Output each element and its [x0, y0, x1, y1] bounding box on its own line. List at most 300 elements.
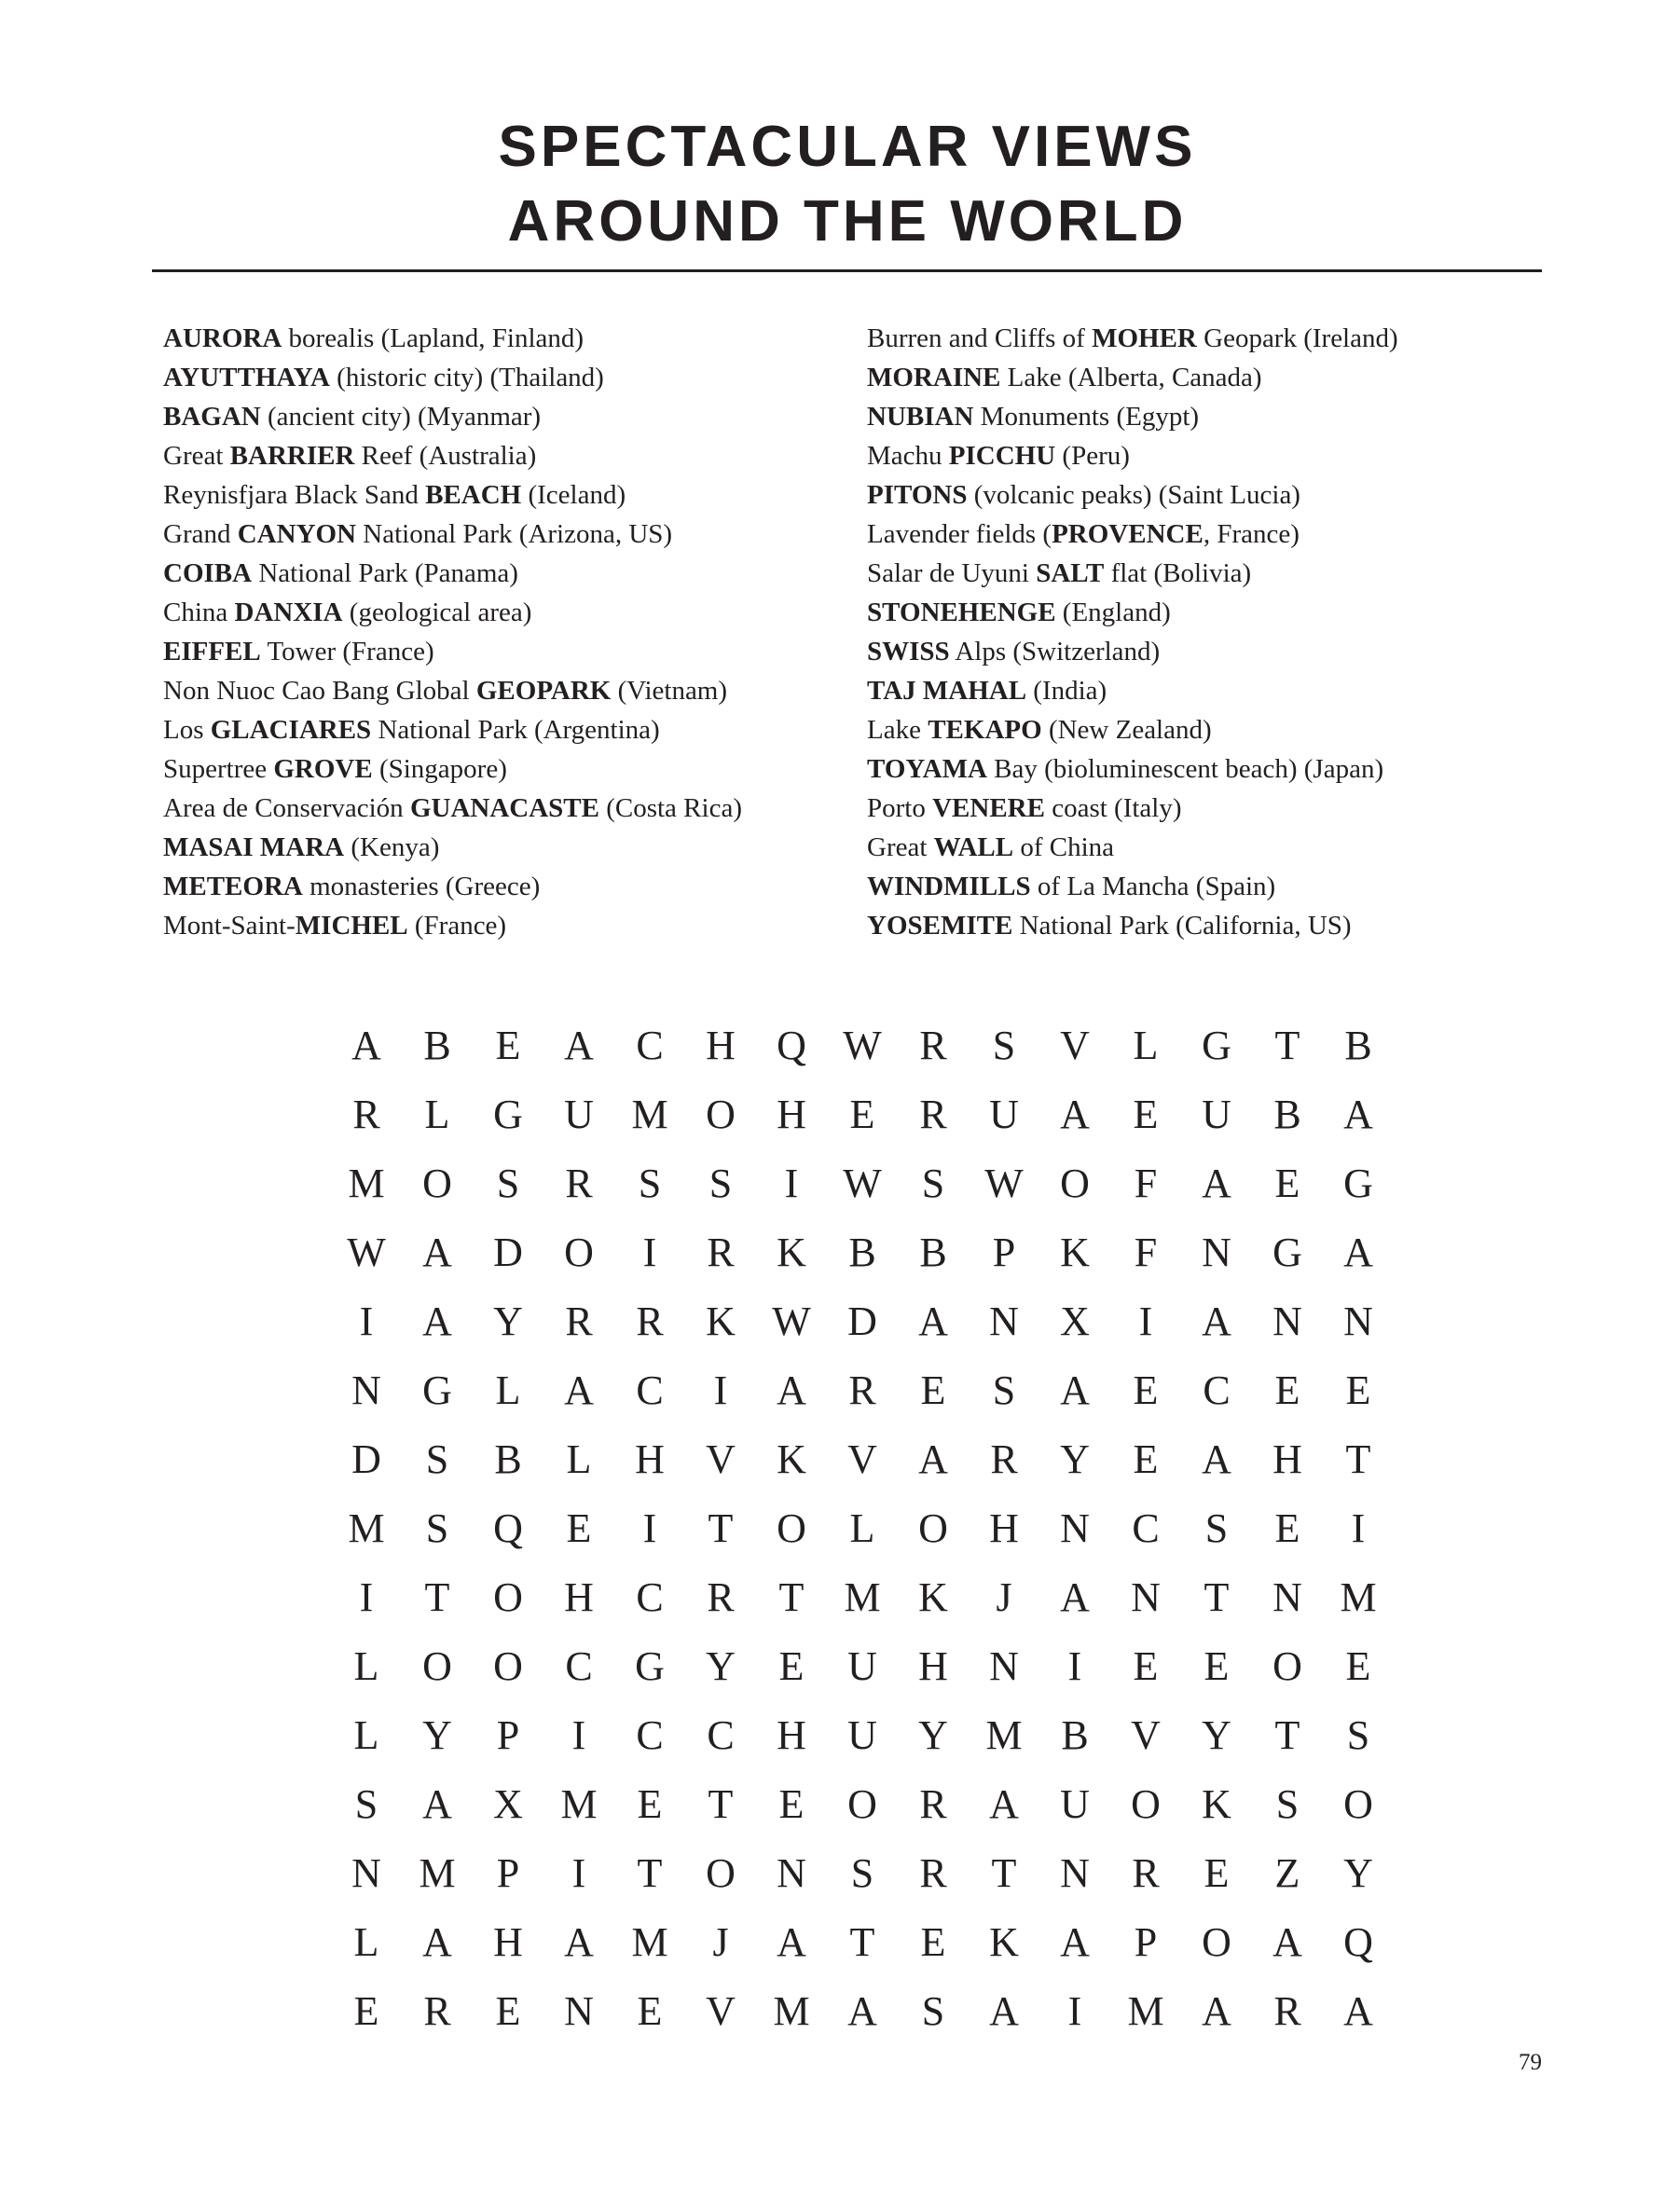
grid-letter: E: [1133, 1643, 1159, 1689]
grid-letter: R: [352, 1092, 380, 1137]
word-list-item-suffix: borealis (Lapland, Finland): [282, 323, 585, 353]
grid-letter: C: [636, 1712, 664, 1758]
grid-letter: Q: [493, 1505, 523, 1551]
grid-letter: O: [706, 1092, 736, 1137]
grid-letter: R: [423, 1988, 451, 2034]
grid-letter: H: [989, 1505, 1019, 1551]
grid-letter: R: [848, 1367, 876, 1413]
word-list-item-suffix: Alps (Switzerland): [949, 637, 1161, 666]
grid-letter: M: [844, 1574, 881, 1620]
grid-letter: Y: [422, 1712, 452, 1758]
grid-letter: T: [849, 1919, 875, 1965]
grid-letter: G: [1343, 1161, 1373, 1206]
word-list-item-suffix: (Peru): [1055, 441, 1130, 471]
grid-letter: S: [708, 1161, 733, 1206]
grid-letter: C: [707, 1712, 735, 1758]
grid-letter: O: [1272, 1643, 1302, 1689]
grid-letter: Y: [493, 1298, 523, 1344]
grid-letter: R: [919, 1781, 947, 1827]
grid-letter: O: [422, 1643, 452, 1689]
grid-letter: S: [425, 1505, 449, 1551]
grid-letter: O: [422, 1161, 452, 1206]
grid-letter: M: [348, 1161, 385, 1206]
grid-letter: L: [495, 1367, 521, 1413]
grid-letter: E: [778, 1643, 805, 1689]
grid-letter: K: [1060, 1230, 1090, 1275]
word-list-item: [867, 515, 1398, 554]
grid-letter: O: [564, 1230, 594, 1275]
word-list-item: [163, 515, 742, 554]
grid-letter: Y: [918, 1712, 948, 1758]
word-list-item-suffix: (India): [1026, 676, 1107, 706]
word-list-item-prefix: Non Nuoc Cao Bang Global: [163, 676, 476, 706]
word-list-item-search-word: WALL: [933, 832, 1014, 862]
word-list-item-search-word: WINDMILLS: [867, 872, 1031, 901]
word-list-right-column: [867, 319, 1398, 945]
grid-letter: C: [636, 1023, 664, 1068]
grid-letter: E: [1203, 1643, 1230, 1689]
word-list-item-search-word: PICCHU: [948, 441, 1056, 471]
grid-letter: U: [1060, 1781, 1090, 1827]
word-list-item-search-word: PROVENCE: [1052, 519, 1203, 549]
word-list-item-suffix: (England): [1055, 598, 1171, 627]
grid-letter: R: [707, 1230, 735, 1275]
grid-letter: X: [1060, 1298, 1090, 1344]
grid-letter: R: [919, 1023, 947, 1068]
grid-letter: V: [706, 1436, 736, 1482]
grid-letter: I: [1351, 1505, 1366, 1551]
word-list-item-prefix: Mont-Saint-: [163, 911, 296, 941]
grid-letter: E: [1274, 1367, 1300, 1413]
grid-letter: T: [991, 1850, 1017, 1896]
word-list-item-suffix: (Costa Rica): [598, 793, 742, 823]
grid-letter: G: [635, 1643, 665, 1689]
grid-letter: S: [638, 1161, 662, 1206]
grid-letter: T: [1345, 1436, 1371, 1482]
word-list-item-suffix: National Park (Arizona, US): [356, 519, 673, 549]
word-list-item: [867, 319, 1398, 358]
word-search-grid: [331, 1011, 1394, 2046]
word-list-item-prefix: Great: [867, 832, 934, 862]
grid-letter: W: [843, 1023, 882, 1068]
grid-letter: N: [989, 1643, 1019, 1689]
grid-letter: E: [353, 1988, 379, 2034]
word-list-item-search-word: MASAI MARA: [163, 832, 345, 862]
word-list-item-prefix: Supertree: [163, 754, 274, 784]
grid-letter: A: [1343, 1988, 1373, 2034]
grid-letter: Y: [1202, 1712, 1231, 1758]
grid-letter: K: [777, 1436, 806, 1482]
word-list-item-search-word: NUBIAN: [867, 402, 974, 432]
word-list-item-prefix: Lavender fields (: [867, 519, 1052, 549]
word-list-item-prefix: Area de Conservación: [163, 793, 410, 823]
grid-letter: A: [1060, 1092, 1090, 1137]
grid-letter: U: [1202, 1092, 1231, 1137]
word-list-item-suffix: (geological area): [342, 598, 532, 627]
grid-letter: N: [1272, 1574, 1302, 1620]
grid-letter: E: [920, 1367, 946, 1413]
grid-letter: M: [985, 1712, 1023, 1758]
word-list-item-search-word: EIFFEL: [163, 637, 261, 666]
grid-letter: E: [1203, 1850, 1230, 1896]
grid-letter: S: [921, 1988, 945, 2034]
word-list-item: [867, 789, 1398, 828]
grid-letter: B: [1061, 1712, 1089, 1758]
word-list-item-search-word: MOHER: [1092, 323, 1197, 353]
grid-letter: T: [708, 1505, 734, 1551]
word-list-item: [163, 749, 742, 789]
word-list-item-search-word: TAJ MAHAL: [867, 676, 1027, 706]
word-list-item-suffix: of China: [1013, 832, 1115, 862]
grid-letter: I: [1067, 1643, 1082, 1689]
grid-letter: E: [566, 1505, 592, 1551]
grid-letter: A: [1060, 1574, 1090, 1620]
word-list-item: [163, 906, 742, 945]
grid-letter: H: [564, 1574, 594, 1620]
grid-letter: W: [843, 1161, 882, 1206]
word-list-item-search-word: GEOPARK: [475, 676, 612, 706]
word-list-item: [163, 397, 742, 436]
word-list-item-prefix: China: [163, 598, 235, 627]
grid-letter: L: [353, 1712, 379, 1758]
word-list-item: [867, 671, 1398, 710]
grid-letter: K: [706, 1298, 736, 1344]
grid-letter: L: [353, 1919, 379, 1965]
word-list-item: [867, 749, 1398, 789]
grid-letter: H: [706, 1023, 736, 1068]
grid-letter: A: [1202, 1988, 1231, 2034]
grid-letter: W: [347, 1230, 386, 1275]
word-list-item: [163, 436, 742, 475]
word-list-item-prefix: Lake: [867, 715, 928, 745]
grid-letter: A: [564, 1367, 594, 1413]
grid-letter: E: [1274, 1505, 1300, 1551]
grid-letter: N: [1131, 1574, 1161, 1620]
grid-letter: E: [1345, 1367, 1371, 1413]
grid-letter: A: [1272, 1919, 1302, 1965]
page-title: [0, 110, 1678, 259]
word-list-item-suffix: National Park (Argentina): [371, 715, 660, 745]
grid-letter: N: [989, 1298, 1019, 1344]
word-list-item: [867, 632, 1398, 671]
word-list-item: [163, 358, 742, 397]
word-list-item-search-word: BEACH: [425, 480, 522, 510]
word-list-item: [163, 593, 742, 632]
grid-letter: Y: [1343, 1850, 1373, 1896]
word-list-item: [163, 554, 742, 593]
word-list-item-suffix: Geopark (Ireland): [1196, 323, 1398, 353]
grid-letter: I: [713, 1367, 728, 1413]
grid-letter: B: [423, 1023, 451, 1068]
grid-letter: T: [708, 1781, 734, 1827]
grid-letter: A: [1202, 1298, 1231, 1344]
grid-letter: A: [847, 1988, 877, 2034]
grid-letter: O: [493, 1643, 523, 1689]
word-list-item-suffix: Reef (Australia): [354, 441, 537, 471]
grid-letter: A: [1343, 1230, 1373, 1275]
word-list-left-column: [163, 319, 742, 945]
word-list-item: [163, 319, 742, 358]
grid-letter: N: [351, 1850, 381, 1896]
word-list-item-suffix: (volcanic peaks) (Saint Lucia): [967, 480, 1300, 510]
word-list-item-suffix: (Kenya): [344, 832, 440, 862]
grid-letter: M: [773, 1988, 810, 2034]
grid-letter: E: [920, 1919, 946, 1965]
grid-letter: N: [777, 1850, 806, 1896]
grid-letter: C: [636, 1574, 664, 1620]
grid-letter: A: [777, 1367, 806, 1413]
grid-letter: B: [848, 1230, 876, 1275]
grid-letter: L: [1133, 1023, 1159, 1068]
word-list-item: [867, 906, 1398, 945]
grid-letter: M: [419, 1850, 456, 1896]
grid-letter: E: [637, 1988, 663, 2034]
grid-letter: R: [1273, 1988, 1301, 2034]
grid-letter: R: [565, 1298, 593, 1344]
grid-letter: P: [992, 1230, 1016, 1275]
word-list-item-search-word: TOYAMA: [867, 754, 987, 784]
grid-letter: I: [571, 1712, 586, 1758]
grid-letter: O: [1202, 1919, 1231, 1965]
grid-letter: T: [778, 1574, 805, 1620]
word-list-item: [163, 710, 742, 749]
grid-letter: E: [637, 1781, 663, 1827]
grid-letter: E: [1133, 1436, 1159, 1482]
grid-letter: D: [847, 1298, 877, 1344]
grid-letter: I: [642, 1505, 657, 1551]
word-list-item-suffix: (France): [407, 911, 507, 941]
word-list-item-search-word: SALT: [1036, 558, 1105, 588]
grid-letter: A: [422, 1781, 452, 1827]
word-list-item-search-word: DANXIA: [234, 598, 343, 627]
grid-letter: L: [849, 1505, 875, 1551]
grid-letter: I: [571, 1850, 586, 1896]
word-list-item-search-word: AYUTTHAYA: [163, 363, 330, 392]
grid-letter: O: [493, 1574, 523, 1620]
word-list-item-suffix: Monuments (Egypt): [973, 402, 1200, 432]
grid-letter: C: [1132, 1505, 1160, 1551]
grid-letter: A: [1202, 1436, 1231, 1482]
grid-letter: A: [918, 1436, 948, 1482]
grid-letter: C: [636, 1367, 664, 1413]
word-list-item-prefix: Los: [163, 715, 211, 745]
grid-letter: R: [565, 1161, 593, 1206]
word-list-item-suffix: (Singapore): [372, 754, 507, 784]
word-list-item-prefix: Porto: [867, 793, 933, 823]
grid-letter: P: [1134, 1919, 1158, 1965]
word-list-item-prefix: Reynisfjara Black Sand: [163, 480, 426, 510]
grid-letter: R: [1132, 1850, 1160, 1896]
word-list-item-prefix: Grand: [163, 519, 238, 549]
grid-letter: K: [918, 1574, 948, 1620]
grid-letter: A: [422, 1919, 452, 1965]
grid-letter: A: [564, 1023, 594, 1068]
grid-letter: T: [637, 1850, 663, 1896]
grid-letter: S: [354, 1781, 378, 1827]
grid-letter: A: [918, 1298, 948, 1344]
word-list-item: [867, 397, 1398, 436]
grid-letter: N: [1060, 1850, 1090, 1896]
grid-letter: D: [351, 1436, 381, 1482]
word-list-item-suffix: National Park (Panama): [252, 558, 518, 588]
grid-letter: S: [992, 1367, 1016, 1413]
word-list-item-search-word: MICHEL: [295, 911, 408, 941]
grid-letter: Y: [706, 1643, 736, 1689]
grid-letter: H: [1272, 1436, 1302, 1482]
grid-letter: O: [706, 1850, 736, 1896]
grid-letter: A: [564, 1919, 594, 1965]
grid-letter: S: [1346, 1712, 1370, 1758]
word-list-item-prefix: Burren and Cliffs of: [867, 323, 1093, 353]
grid-letter: S: [850, 1850, 874, 1896]
grid-letter: M: [348, 1505, 385, 1551]
grid-letter: C: [1203, 1367, 1231, 1413]
title-line-2: AROUND THE WORLD: [507, 189, 1188, 254]
grid-letter: E: [1345, 1643, 1371, 1689]
word-list-item-search-word: GUANACASTE: [409, 793, 599, 823]
grid-letter: U: [989, 1092, 1019, 1137]
grid-letter: A: [1060, 1919, 1090, 1965]
grid-letter: N: [1343, 1298, 1373, 1344]
word-list-item: [867, 554, 1398, 593]
grid-letter: E: [849, 1092, 875, 1137]
grid-letter: J: [712, 1919, 729, 1965]
grid-letter: M: [1127, 1988, 1164, 2034]
word-list-item-search-word: TEKAPO: [928, 715, 1042, 745]
grid-letter: S: [1204, 1505, 1229, 1551]
grid-letter: S: [992, 1023, 1016, 1068]
word-list-item-prefix: Salar de Uyuni: [867, 558, 1037, 588]
word-list-item-search-word: METEORA: [163, 872, 303, 901]
word-list-item: [163, 867, 742, 906]
grid-letter: N: [351, 1367, 381, 1413]
word-list-item-search-word: STONEHENGE: [867, 598, 1056, 627]
grid-letter: G: [422, 1367, 452, 1413]
grid-letter: A: [1060, 1367, 1090, 1413]
grid-letter: H: [777, 1092, 806, 1137]
word-list-item-suffix: coast (Italy): [1044, 793, 1182, 823]
grid-letter: U: [564, 1092, 594, 1137]
grid-letter: K: [989, 1919, 1019, 1965]
word-list-item: [867, 867, 1398, 906]
word-list-item-search-word: MORAINE: [867, 363, 1001, 392]
word-list-item-search-word: CANYON: [237, 519, 357, 549]
grid-letter: A: [422, 1230, 452, 1275]
grid-letter: I: [359, 1574, 374, 1620]
title-line-1: SPECTACULAR VIEWS: [498, 115, 1197, 179]
grid-letter: H: [918, 1643, 948, 1689]
grid-letter: F: [1134, 1161, 1158, 1206]
word-list-item: [163, 789, 742, 828]
grid-letter: I: [1067, 1988, 1082, 2034]
grid-letter: O: [847, 1781, 877, 1827]
word-list-item-suffix: Tower (France): [260, 637, 434, 666]
grid-letter: M: [560, 1781, 598, 1827]
grid-letter: G: [1202, 1023, 1231, 1068]
word-list-item-suffix: (Vietnam): [611, 676, 728, 706]
word-list-item-search-word: GLACIARES: [210, 715, 372, 745]
word-list-item-suffix: National Park (California, US): [1012, 911, 1352, 941]
grid-letter: J: [996, 1574, 1012, 1620]
word-list-item: [163, 632, 742, 671]
grid-letter: M: [631, 1092, 668, 1137]
grid-letter: E: [1133, 1367, 1159, 1413]
grid-letter: A: [1202, 1161, 1231, 1206]
word-list-item-suffix: monasteries (Greece): [302, 872, 541, 901]
word-list-item-suffix: of La Mancha (Spain): [1030, 872, 1276, 901]
grid-letter: W: [772, 1298, 811, 1344]
word-list-item-suffix: Lake (Alberta, Canada): [1000, 363, 1262, 392]
word-list-item-suffix: (New Zealand): [1041, 715, 1212, 745]
word-list-item-prefix: Machu: [867, 441, 949, 471]
grid-letter: V: [847, 1436, 877, 1482]
grid-letter: E: [495, 1988, 521, 2034]
word-list-item-search-word: SWISS: [867, 637, 950, 666]
page-number: 79: [1519, 2050, 1542, 2075]
grid-letter: H: [493, 1919, 523, 1965]
word-list-item-search-word: PITONS: [867, 480, 968, 510]
grid-letter: R: [707, 1574, 735, 1620]
grid-letter: R: [636, 1298, 664, 1344]
grid-letter: R: [919, 1092, 947, 1137]
word-list-item-search-word: COIBA: [163, 558, 253, 588]
grid-letter: V: [1060, 1023, 1090, 1068]
grid-letter: S: [921, 1161, 945, 1206]
grid-letter: N: [564, 1988, 594, 2034]
grid-letter: X: [493, 1781, 523, 1827]
title-divider: [152, 269, 1542, 272]
grid-letter: P: [496, 1712, 520, 1758]
grid-letter: H: [777, 1712, 806, 1758]
word-list-item-search-word: YOSEMITE: [867, 911, 1013, 941]
word-list-item: [867, 358, 1398, 397]
grid-letter: E: [1274, 1161, 1300, 1206]
grid-letter: M: [1340, 1574, 1377, 1620]
word-list-item: [867, 475, 1398, 515]
grid-letter: D: [493, 1230, 523, 1275]
grid-letter: W: [984, 1161, 1024, 1206]
grid-letter: K: [1202, 1781, 1231, 1827]
word-list-item-suffix: (ancient city) (Myanmar): [260, 402, 542, 432]
grid-letter: B: [1273, 1092, 1301, 1137]
grid-letter: S: [425, 1436, 449, 1482]
grid-letter: E: [778, 1781, 805, 1827]
grid-letter: S: [496, 1161, 520, 1206]
grid-letter: I: [642, 1230, 657, 1275]
grid-letter: K: [777, 1230, 806, 1275]
grid-letter: N: [1202, 1230, 1231, 1275]
grid-letter: R: [919, 1850, 947, 1896]
word-list-item-suffix: (historic city) (Thailand): [329, 363, 604, 392]
grid-letter: S: [1275, 1781, 1300, 1827]
word-list-item-suffix: flat (Bolivia): [1104, 558, 1252, 588]
grid-letter: A: [351, 1023, 381, 1068]
grid-letter: L: [566, 1436, 592, 1482]
word-list-item: [867, 436, 1398, 475]
grid-letter: P: [496, 1850, 520, 1896]
word-list-item-search-word: BAGAN: [163, 402, 261, 432]
grid-letter: B: [1344, 1023, 1372, 1068]
grid-letter: E: [495, 1023, 521, 1068]
grid-letter: B: [494, 1436, 522, 1482]
grid-letter: U: [847, 1712, 877, 1758]
word-list-item: [163, 671, 742, 710]
grid-letter: H: [635, 1436, 665, 1482]
grid-letter: A: [1343, 1092, 1373, 1137]
grid-letter: O: [1060, 1161, 1090, 1206]
grid-letter: G: [1272, 1230, 1302, 1275]
grid-letter: Q: [1343, 1919, 1373, 1965]
